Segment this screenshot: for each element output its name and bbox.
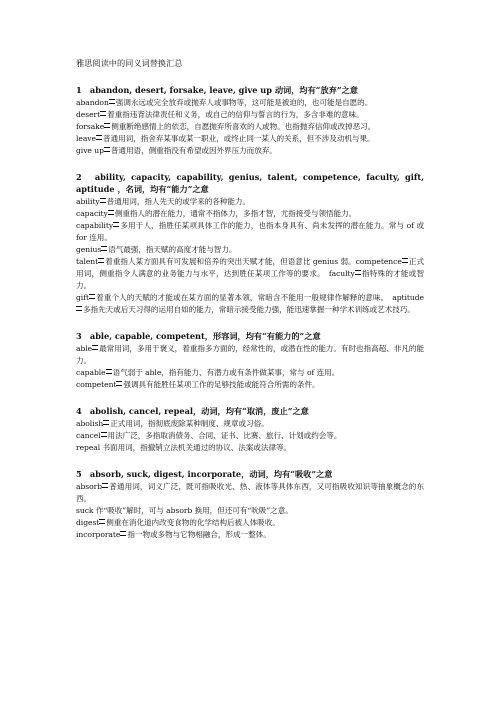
entry-text: 强调永远或完全放弃或抛弃人或事物等，这可能是被迫的，也可能是自愿的。 <box>115 98 373 107</box>
entry-text: 强调具有能胜任某项工作的足够技能或能符合所需的条件。 <box>123 380 320 389</box>
entry <box>76 133 424 145</box>
section-heading: 5 absorb, suck, digest, incorporate，动词，均有“吸收”之意 <box>76 469 333 479</box>
entry-text: 侧重在消化道内改变食物的化学结构后被人体吸收。 <box>106 518 280 527</box>
equals-icon <box>120 531 126 536</box>
entry-term: genius <box>76 245 102 254</box>
entry <box>76 418 424 430</box>
equals-icon <box>108 210 114 215</box>
entry <box>76 430 424 442</box>
entry-text: 侧重断绝感情上的依恋，自愿抛弃所喜欢的人或物。也指抛弃信仰或改掉恶习。 <box>111 122 376 131</box>
document-title: 雅思阅读中的同义词替换汇总 <box>76 58 183 68</box>
equals-icon <box>101 432 107 437</box>
entry <box>76 481 424 505</box>
equals-icon <box>76 306 82 311</box>
section-2 <box>76 171 424 316</box>
entry <box>76 208 424 220</box>
entry-term: digest <box>76 518 100 527</box>
section-heading: 2 ability, capacity, capability, genius, talent, competence, faculty, gift, aptitude ，名词，均有“能力”之意 <box>76 172 424 194</box>
entry-term: give up <box>76 146 104 155</box>
equals-icon <box>89 294 95 299</box>
section-heading: 3 able, capable, competent，形容词，均有“有能力的”之意 <box>76 331 321 341</box>
entry-term: leave <box>76 134 96 143</box>
entry <box>76 220 424 244</box>
entry-term: absorb <box>76 482 103 491</box>
entry-term: abolish <box>76 419 104 428</box>
entry-term: ability <box>76 197 100 206</box>
equals-icon <box>104 123 110 128</box>
entry-text: 语气弱于 able，指有能力、有潜力或有条件做某事，常与 of 连用。 <box>112 368 340 377</box>
entry-term: cancel <box>76 431 101 440</box>
equals-icon <box>355 270 361 275</box>
equals-icon <box>98 258 104 263</box>
entry-term: capacity <box>76 209 108 218</box>
equals-icon <box>100 198 106 203</box>
entry-text-extra: 正式用词，侧重指令人满意的业务能力与水平，达到胜任某项工作等的要求。 faculty <box>76 257 424 278</box>
equals-icon <box>92 345 98 350</box>
section-heading: 4 abolish, cancel, repeal，动词，均有“取消，废止”之意 <box>76 406 309 416</box>
equals-icon <box>116 381 122 386</box>
equals-icon <box>402 258 408 263</box>
entry-text: 普通用词，词义广泛，既可指吸收光、热、液体等具体东西，又可指吸收知识等抽象概念的东西。 <box>76 482 424 503</box>
section-1 <box>76 84 424 157</box>
entry <box>76 517 424 529</box>
entry <box>76 145 424 157</box>
entry-term: talent <box>76 257 99 266</box>
entry-term: competent <box>76 380 117 389</box>
equals-icon <box>103 420 109 425</box>
entry-text: 语气最强，指天赋的高度才能与智力。 <box>108 245 237 254</box>
section-4 <box>76 405 424 454</box>
entry <box>76 121 424 133</box>
equals-icon <box>104 147 110 152</box>
equals-icon <box>113 222 119 227</box>
section-heading: 1 abandon, desert, forsake, leave, give up 动词，均有“放弃”之意 <box>76 85 358 95</box>
entry <box>76 244 424 256</box>
section-5 <box>76 468 424 541</box>
equals-icon <box>109 99 115 104</box>
section-3 <box>76 330 424 391</box>
equals-icon <box>96 135 102 140</box>
entry-term: forsake <box>76 122 105 131</box>
entry-text: 着重个人的天赋的才能或在某方面的显著本领，常暗含不能用一般规律作解释的意味。 aptitude <box>95 293 424 302</box>
entry-text: repeal 书面用词，指撤销立法机关通过的协议、法案或法律等。 <box>76 443 292 452</box>
entry-text: suck 作“吸收”解时，可与 absorb 换用，但还可有“吮吸”之意。 <box>76 506 293 515</box>
entry <box>76 379 424 391</box>
entry <box>76 292 424 316</box>
equals-icon <box>101 246 107 251</box>
entry <box>76 529 424 541</box>
entry-term: gift <box>76 293 89 302</box>
equals-icon <box>99 519 105 524</box>
entry-text: 普通用词，指人先天的或学来的各种能力。 <box>106 197 251 206</box>
entry-text: 指一物或多物与它物相融合，形成一整体。 <box>127 530 271 539</box>
entry-term: capability <box>76 221 114 230</box>
entry <box>76 97 424 109</box>
entry-text: 侧重指人的潜在能力，通常不指体力，多指才智，尤指接受与领悟能力。 <box>114 209 357 218</box>
entry <box>76 442 424 454</box>
entry-term: capable <box>76 368 106 377</box>
entry-term: able <box>76 344 93 353</box>
entry <box>76 367 424 379</box>
equals-icon <box>100 111 106 116</box>
entry <box>76 343 424 367</box>
entry <box>76 256 424 292</box>
entry-text: 多用于人，指胜任某项具体工作的能力，也指本身具有、尚未发挥的潜在能力。常与 of 或 for 连用。 <box>76 221 424 242</box>
entry-text: 着重指人某方面具有可发展和倍养的突出天赋才能，但语意比 genius 弱。competence <box>105 257 402 266</box>
equals-icon <box>102 483 108 488</box>
entry-text: 着重指违背法律责任和义务，或自己的信仰与誓言的行为，多含非难的意味。 <box>107 110 364 119</box>
entry <box>76 196 424 208</box>
entry-term: desert <box>76 110 101 119</box>
entry-text: 普通用词，指舍弃某事或某一职业，或终止同一某人的关系，但不涉及动机与果。 <box>102 134 375 143</box>
entry-term: incorporate <box>76 530 121 539</box>
entry-text: 用法广泛，多指取消债务、合同、证书、比赛、旅行、计划或约会等。 <box>107 431 342 440</box>
equals-icon <box>106 369 112 374</box>
entry-text: 正式用词，指彻底废除某种制度、规章或习俗。 <box>110 419 269 428</box>
entry-text: 普通用语，侧重指没有希望或因外界压力而放弃。 <box>110 146 277 155</box>
entry-text-extra: 多指先天或后天习得的运用自如的能力，常暗示接受能力强，能迅速掌握一种学术训练或艺术技巧。 <box>83 305 415 314</box>
entry <box>76 109 424 121</box>
entry-term: abandon <box>76 98 109 107</box>
entry <box>76 505 424 517</box>
document-body <box>76 58 424 555</box>
entry-text: 最常用词，多用于褒义，着重指多方面的，经常性的，或潜在性的能力。有时也指高超、非凡的能力。 <box>76 344 424 365</box>
entry-text-extra2: 指特殊的才能或智力。 <box>76 269 424 290</box>
